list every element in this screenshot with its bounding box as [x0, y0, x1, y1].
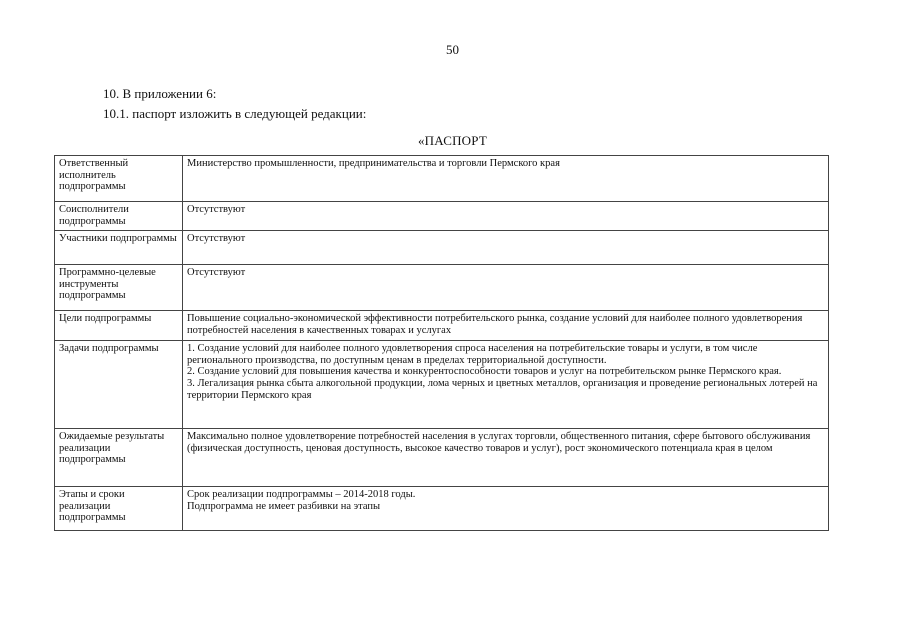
table-row	[55, 341, 829, 429]
term-line-2: Подпрограмма не имеет разбивки на этапы	[187, 500, 381, 512]
task-item-3: 3. Легализация рынка сбыта алкогольной продукции, лома черных и цветных металлов, организация и проведение региональных лотерей на территории Пермского края	[187, 377, 818, 401]
row-value	[183, 202, 829, 231]
intro-line-1: 10. В приложении 6:	[103, 86, 217, 101]
row-value	[183, 487, 829, 531]
row-value-text: Повышение социально-экономической эффективности потребительского рынка, создание условий для наиболее полного удовлетворения потребностей населения в качественных товарах и услугах	[187, 313, 803, 336]
row-value-text: Отсутствуют	[187, 267, 246, 279]
row-value	[183, 265, 829, 311]
row-label: Программно-целевые инструменты подпрограммы	[55, 265, 183, 311]
row-value	[183, 311, 829, 341]
row-value	[183, 429, 829, 487]
table-row	[55, 487, 829, 531]
term-line-1: Срок реализации подпрограммы – 2014-2018 годы.	[187, 489, 416, 501]
table-row	[55, 231, 829, 265]
table-row	[55, 311, 829, 341]
row-value	[183, 231, 829, 265]
row-value	[183, 156, 829, 202]
row-label: Соисполнители подпрограммы	[55, 202, 183, 231]
page-number: 50	[446, 42, 459, 57]
intro-line-2: 10.1. паспорт изложить в следующей редакции:	[103, 106, 367, 121]
row-value-text: Министерство промышленности, предпринимательства и торговли Пермского края	[187, 158, 560, 169]
table-row	[55, 202, 829, 231]
passport-table	[54, 155, 829, 531]
row-label: Участники подпрограммы	[55, 231, 183, 265]
passport-title: «ПАСПОРТ	[417, 133, 487, 148]
table-row	[55, 265, 829, 311]
row-label: Этапы и сроки реализации подпрограммы	[55, 487, 183, 531]
task-item-2: 2. Создание условий для повышения качества и конкурентоспособности товаров и услуг на потребительском рынке Пермского края.	[187, 366, 782, 378]
row-label: Цели подпрограммы	[55, 311, 183, 341]
row-label: Задачи подпрограммы	[55, 341, 183, 429]
row-value-text: Отсутствуют	[187, 204, 246, 215]
table-row	[55, 156, 829, 202]
row-label: Ожидаемые результаты реализации подпрограммы	[55, 429, 183, 487]
row-value	[183, 341, 829, 429]
row-value-text: Максимально полное удовлетворение потребностей населения в услугах торговли, общественного питания, сфере бытового обслуживания (физическая доступность, ценовая доступность, высокое качество товаров и услуг), рост экономического потенциала края в целом	[187, 431, 811, 454]
task-item-1: 1. Создание условий для наиболее полного удовлетворения спроса населения на потребительские товары и услуги, в том числе регионального производства, по доступным ценам в пределах территориальной доступности.	[187, 343, 758, 366]
row-value-text: Отсутствуют	[187, 233, 246, 245]
table-row	[55, 429, 829, 487]
row-label: Ответственный исполнитель подпрограммы	[55, 156, 183, 202]
